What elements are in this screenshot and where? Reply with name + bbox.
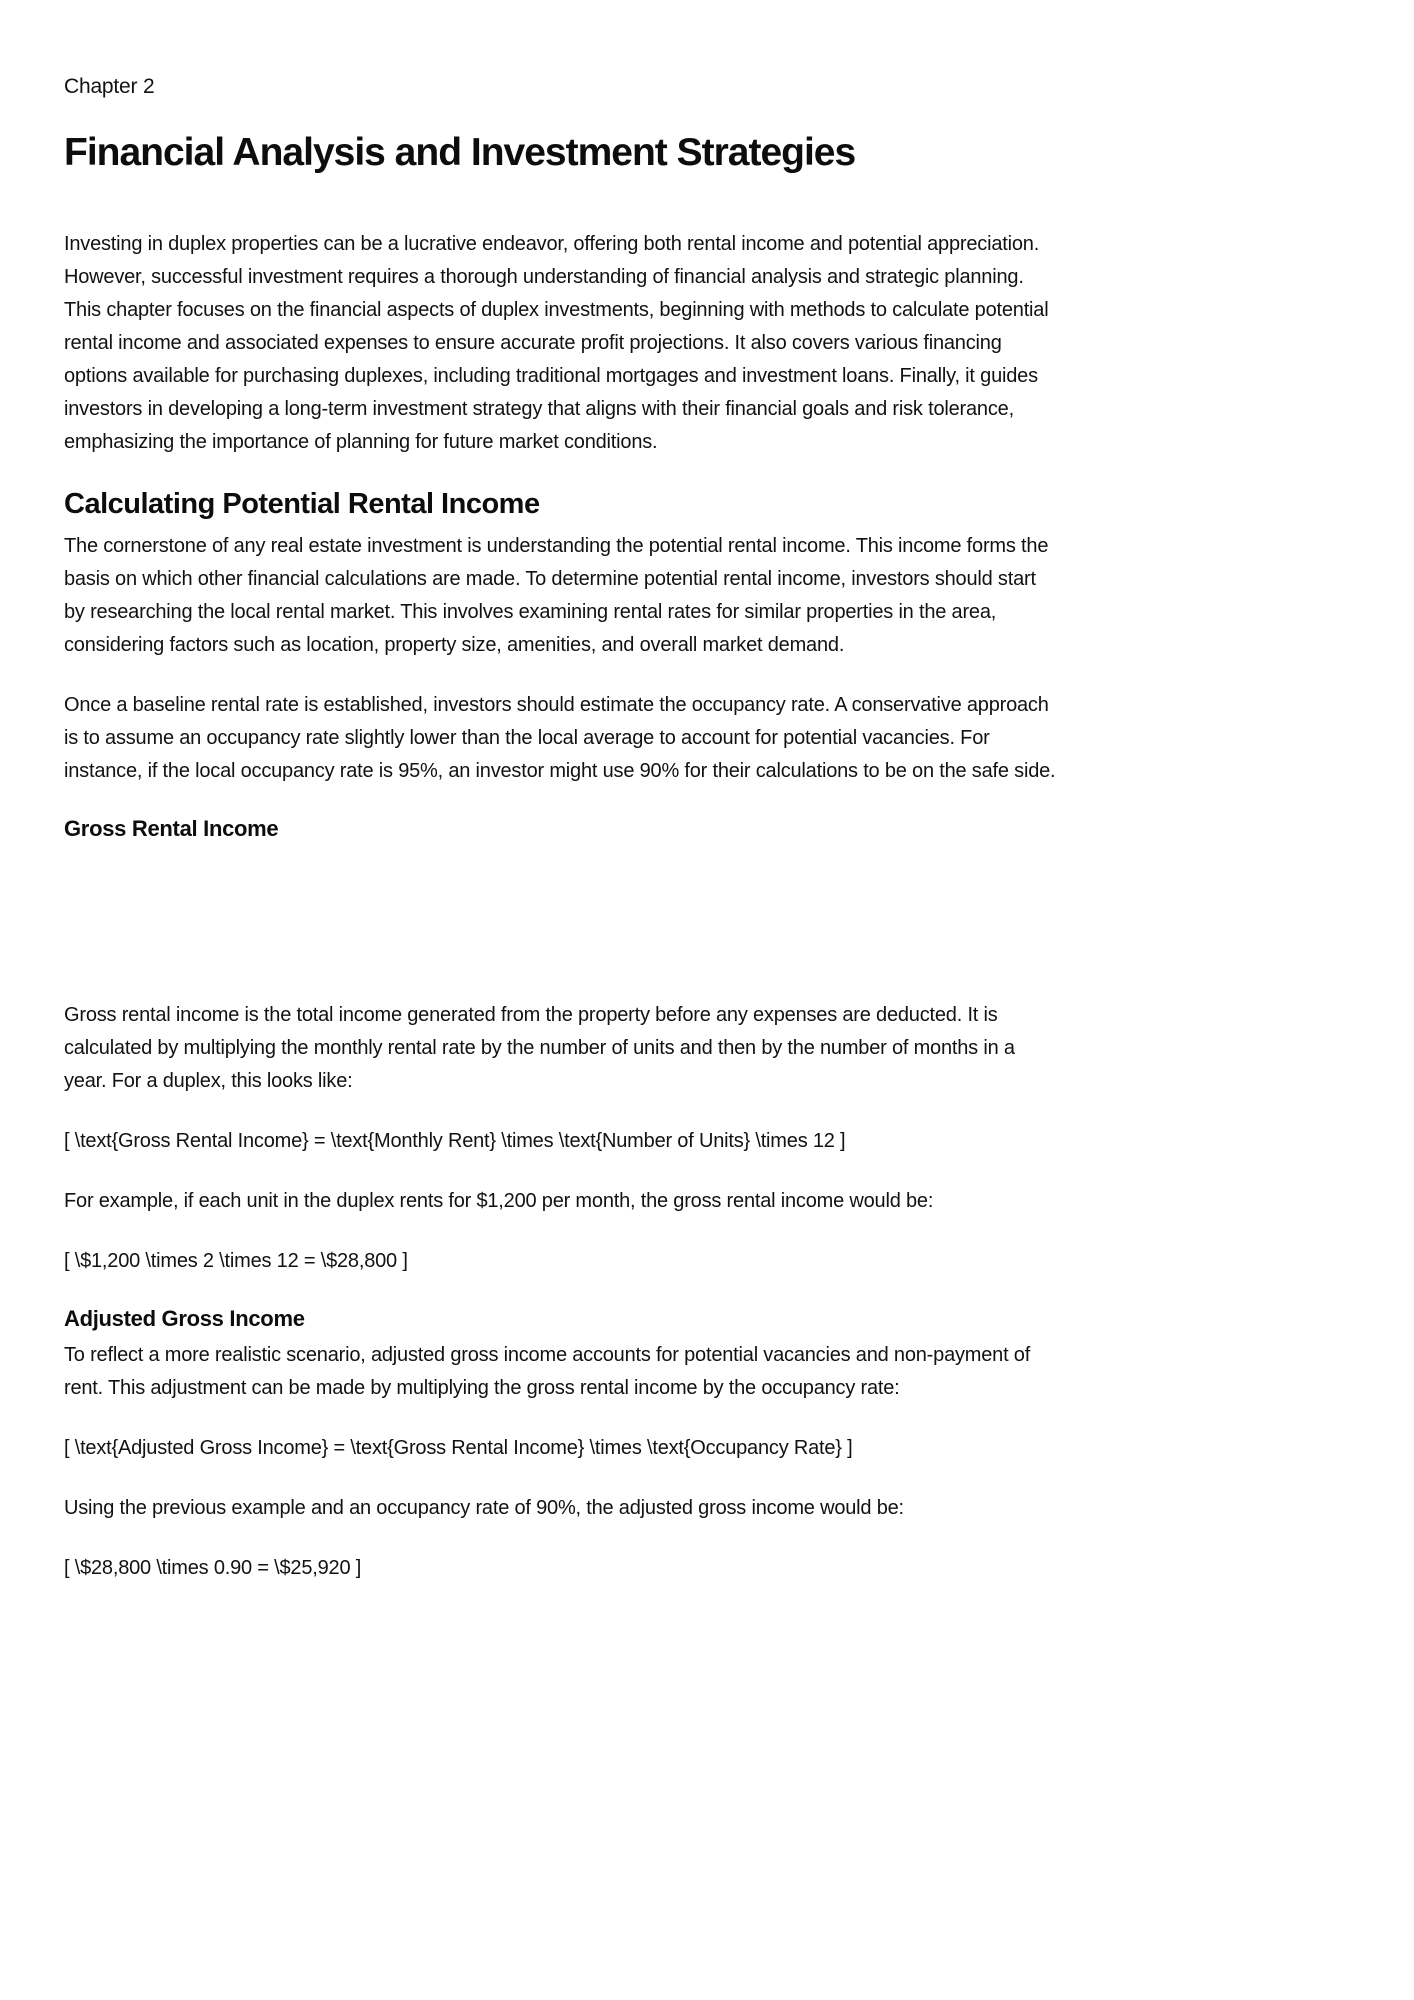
gross-income-paragraph-1: Gross rental income is the total income generated from the property before any expenses are deducted. It is calculated by multiplying the monthly rental rate by the number of units and then by the number of months in a year. For a duplex, this looks like:: [64, 1004, 1015, 1092]
rental-income-paragraph-2: Once a baseline rental rate is established, investors should estimate the occupancy rate. A conservative approach is to assume an occupancy rate slightly lower than the local average to account for potential vacancies. For instance, if the local occupancy rate is 95%, an investor might use 90% for their calculations to be on the safe side.: [64, 694, 1056, 782]
chapter-label: Chapter 2: [64, 75, 155, 98]
gross-rental-income-example-formula: [ \$1,200 \times 2 \times 12 = \$28,800 ]: [64, 1250, 408, 1272]
document-content: [64, 74, 1056, 1585]
section-heading-calculating-potential-rental-income: Calculating Potential Rental Income: [64, 488, 540, 520]
chapter-title: Financial Analysis and Investment Strategies: [64, 131, 856, 174]
adjusted-gross-income-example-formula: [ \$28,800 \times 0.90 = \$25,920 ]: [64, 1557, 362, 1579]
gross-income-paragraph-2: For example, if each unit in the duplex rents for $1,200 per month, the gross rental income would be:: [64, 1190, 934, 1212]
rental-income-paragraph-1: The cornerstone of any real estate investment is understanding the potential rental income. This income forms the basis on which other financial calculations are made. To determine potential rental income, investors should start by researching the local rental market. This involves examining rental rates for similar properties in the area, considering factors such as location, property size, amenities, and overall market demand.: [64, 535, 1049, 656]
gross-rental-income-formula: [ \text{Gross Rental Income} = \text{Monthly Rent} \times \text{Number of Units} \times 12 ]: [64, 1130, 846, 1152]
adjusted-income-paragraph-2: Using the previous example and an occupancy rate of 90%, the adjusted gross income would be:: [64, 1497, 904, 1519]
adjusted-income-paragraph-1: To reflect a more realistic scenario, adjusted gross income accounts for potential vacancies and non-payment of rent. This adjustment can be made by multiplying the gross rental income by the occupancy rate:: [64, 1344, 1031, 1399]
intro-paragraph: Investing in duplex properties can be a lucrative endeavor, offering both rental income and potential appreciation. However, successful investment requires a thorough understanding of financial analysis and strategic planning. This chapter focuses on the financial aspects of duplex investments, beginning with methods to calculate potential rental income and associated expenses to ensure accurate profit projections. It also covers various financing options available for purchasing duplexes, including traditional mortgages and investment loans. Finally, it guides investors in developing a long-term investment strategy that aligns with their financial goals and risk tolerance, emphasizing the importance of planning for future market conditions.: [64, 233, 1049, 453]
sub-heading-gross-rental-income: Gross Rental Income: [64, 816, 279, 841]
sub-heading-adjusted-gross-income: Adjusted Gross Income: [64, 1306, 305, 1331]
empty-content-gap: [64, 849, 1056, 999]
adjusted-gross-income-formula: [ \text{Adjusted Gross Income} = \text{Gross Rental Income} \times \text{Occupancy Rate} ]: [64, 1437, 853, 1459]
